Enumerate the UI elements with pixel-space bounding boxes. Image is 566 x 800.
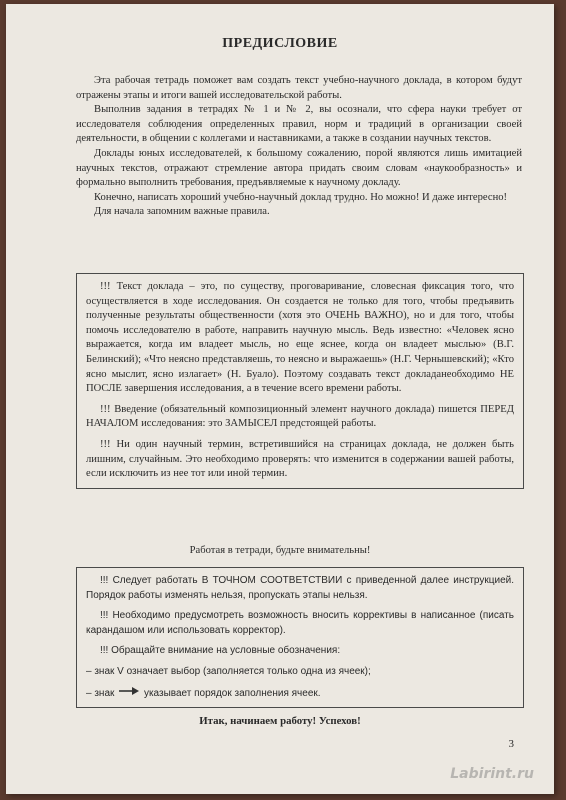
rule-paragraph: !!! Введение (обязательный композиционный элемент научного доклада) пишется ПЕРЕД НАЧАЛОМ исследования: это ЗАМЫСЕЛ предстоящей работы. (86, 403, 514, 430)
instruction-sign-suffix: указывает порядок заполнения ячеек. (143, 687, 321, 699)
warning-text: Работая в тетради, будьте внимательны! (189, 545, 371, 556)
intro-text (76, 74, 522, 220)
instruction-paragraph: – знак V означает выбор (заполняется только одна из ячеек); (86, 665, 371, 677)
instruction-paragraph: !!! Следует работать В ТОЧНОМ СООТВЕТСТВИИ с приведенной далее инструкцией. Порядок работы изменять нельзя, пропускать этапы нельзя. (86, 575, 514, 601)
rule-paragraph: !!! Ни один научный термин, встретившийся на страницах доклада, не должен быть лишним, случайным. Это необходимо проверять: что изменится в содержании вашей работы, если исключить из нее тот или иной термин. (86, 438, 514, 480)
page-number: 3 (508, 738, 514, 750)
intro-paragraph: Эта рабочая тетрадь поможет вам создать текст учебно-научного доклада, в котором будут отражены этапы и итоги вашей исследовательской работы. (76, 75, 522, 101)
rules-box (76, 273, 524, 489)
instruction-paragraph (86, 686, 514, 702)
page-title: ПРЕДИСЛОВИЕ (222, 36, 338, 51)
intro-paragraph: Выполнив задания в тетрадях № 1 и № 2, вы осознали, что сфера науки требует от исследователя соблюдения определенных правил, норм и традиций в организации своей деятельности, в общении с коллегами и наставниками, а также в создании научных текстов. (76, 104, 522, 145)
rule-paragraph: !!! Текст доклада – это, по существу, проговаривание, словесная фиксация того, что осуществляется в ходе исследования. Он создается не только для того, чтобы предъявить полученные результаты общественности (хотя это ОЧЕНЬ ВАЖНО), но и для того, чтобы помочь исследователю в работе, направить научную мысль. Ведь известно: «Человек ясно выражается, когда им владеет мысль, но еще яснее, когда он владеет мыслью» (В.Г. Белинский); «Что неясно представляешь, то неясно и выражаешь» (Н.Г. Чернышевский); «Кто ясно мыслит, ясно излагает» (Н. Буало). Поэтому создавать текст докладанеобходимо НЕ ПОСЛЕ завершения исследования, а в течение всего времени работы. (86, 281, 514, 395)
instruction-sign-prefix: – знак (86, 687, 115, 699)
page (6, 4, 554, 794)
arrow-right-icon (119, 686, 139, 701)
closing-text: Итак, начинаем работу! Успехов! (199, 715, 361, 727)
intro-paragraph: Конечно, написать хороший учебно-научный доклад трудно. Но можно! И даже интересно! (94, 191, 508, 203)
intro-paragraph: Доклады юных исследователей, к большому сожалению, порой являются лишь имитацией научных текстов, отражают стремление автора придать своим словам «наукообразность» и формально выполнить требования, предъявляемые к научному докладу. (76, 147, 522, 189)
watermark: Labirint.ru (450, 766, 534, 782)
intro-paragraph: Для начала запомним важные правила. (94, 206, 270, 218)
instructions-box (76, 567, 524, 708)
instruction-paragraph: !!! Обращайте внимание на условные обозначения: (100, 645, 341, 657)
instruction-paragraph: !!! Необходимо предусмотреть возможность вносить коррективы в написанное (писать карандашом или использовать корректор). (86, 610, 514, 636)
